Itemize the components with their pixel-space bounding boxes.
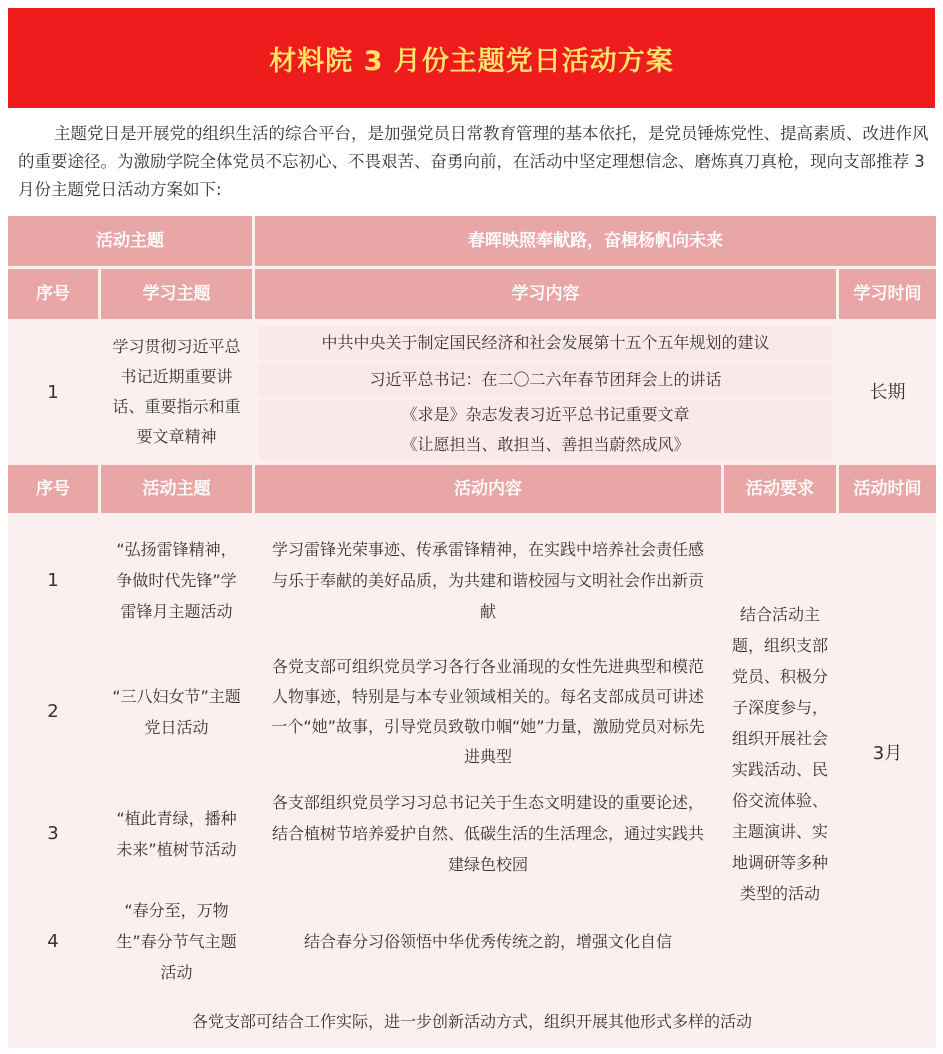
- activity-header-no: 序号: [8, 465, 98, 513]
- activity-row-content: 各党支部可组织党员学习各行各业涌现的女性先进典型和模范人物事迹，特别是与本专业领域相关的。每名支部成员可讲述一个“她”故事，引导党员致敬巾帼“她”力量，激励党员对标先进典型: [255, 647, 721, 776]
- study-item: 中共中央关于制定国民经济和社会发展第十五个五年规划的建议: [259, 326, 832, 360]
- title-banner: [8, 8, 935, 108]
- activity-row-content: 学习雷锋光荣事迹、传承雷锋精神，在实践中培养社会责任感与乐于奉献的美好品质，为共建和谐校园与文明社会作出新贡献: [255, 516, 721, 644]
- study-row-topic: 学习贯彻习近平总书记近期重要讲话、重要指示和重要文章精神: [101, 322, 252, 462]
- activity-row-content: 结合春分习俗领悟中华优秀传统之韵，增强文化自信: [255, 891, 721, 991]
- activity-theme-label: 活动主题: [8, 216, 252, 266]
- activity-row-no: 2: [8, 647, 98, 776]
- study-header-content: 学习内容: [255, 269, 836, 319]
- study-header-time: 学习时间: [839, 269, 936, 319]
- study-row-time: 长期: [839, 322, 936, 462]
- activity-row-content: 各支部组织党员学习习总书记关于生态文明建设的重要论述，结合植树节培养爱护自然、低碳生活的生活理念，通过实践共建绿色校园: [255, 779, 721, 888]
- activity-row-theme: “春分至，万物生”春分节气主题活动: [101, 891, 252, 991]
- study-row-no: 1: [8, 322, 98, 462]
- study-item: 习近平总书记：在二〇二六年春节团拜会上的讲话: [259, 363, 832, 397]
- plan-table: [8, 216, 936, 1048]
- activity-row-no: 1: [8, 516, 98, 644]
- activity-row-no: 4: [8, 891, 98, 991]
- activity-header-content: 活动内容: [255, 465, 721, 513]
- activity-header-time: 活动时间: [839, 465, 936, 513]
- activity-theme-value: 春晖映照奉献路，奋楫杨帆向未来: [255, 216, 936, 266]
- activity-time: 3月: [839, 516, 936, 991]
- activity-row-theme: “弘扬雷锋精神，争做时代先锋”学雷锋月主题活动: [101, 516, 252, 644]
- study-item: 《让愿担当、敢担当、善担当蔚然成风》: [401, 435, 690, 454]
- study-header-topic: 学习主题: [101, 269, 252, 319]
- footer-note: 各党支部可结合工作实际，进一步创新活动方式，组织开展其他形式多样的活动: [8, 994, 936, 1048]
- intro-paragraph: 主题党日是开展党的组织生活的综合平台，是加强党员日常教育管理的基本依托，是党员锤炼党性、提高素质、改进作风的重要途径。为激励学院全体党员不忘初心、不畏艰苦、奋勇向前，在活动中坚定理想信念、磨炼真刀真枪，现向支部推荐 3 月份主题党日活动方案如下:: [18, 124, 929, 199]
- study-item-group: [259, 400, 832, 460]
- activity-row-theme: “三八妇女节”主题党日活动: [101, 647, 252, 776]
- study-item: 《求是》杂志发表习近平总书记重要文章: [401, 405, 690, 424]
- activity-header-theme: 活动主题: [101, 465, 252, 513]
- activity-requirement: 结合活动主题，组织支部党员、积极分子深度参与，组织开展社会实践活动、民俗交流体验、主题演讲、实地调研等多种类型的活动: [724, 516, 836, 991]
- activity-row-no: 3: [8, 779, 98, 888]
- activity-row-theme: “植此青绿，播种未来”植树节活动: [101, 779, 252, 888]
- study-header-no: 序号: [8, 269, 98, 319]
- activity-header-requirement: 活动要求: [724, 465, 836, 513]
- page-title: 材料院 3 月份主题党日活动方案: [269, 45, 674, 77]
